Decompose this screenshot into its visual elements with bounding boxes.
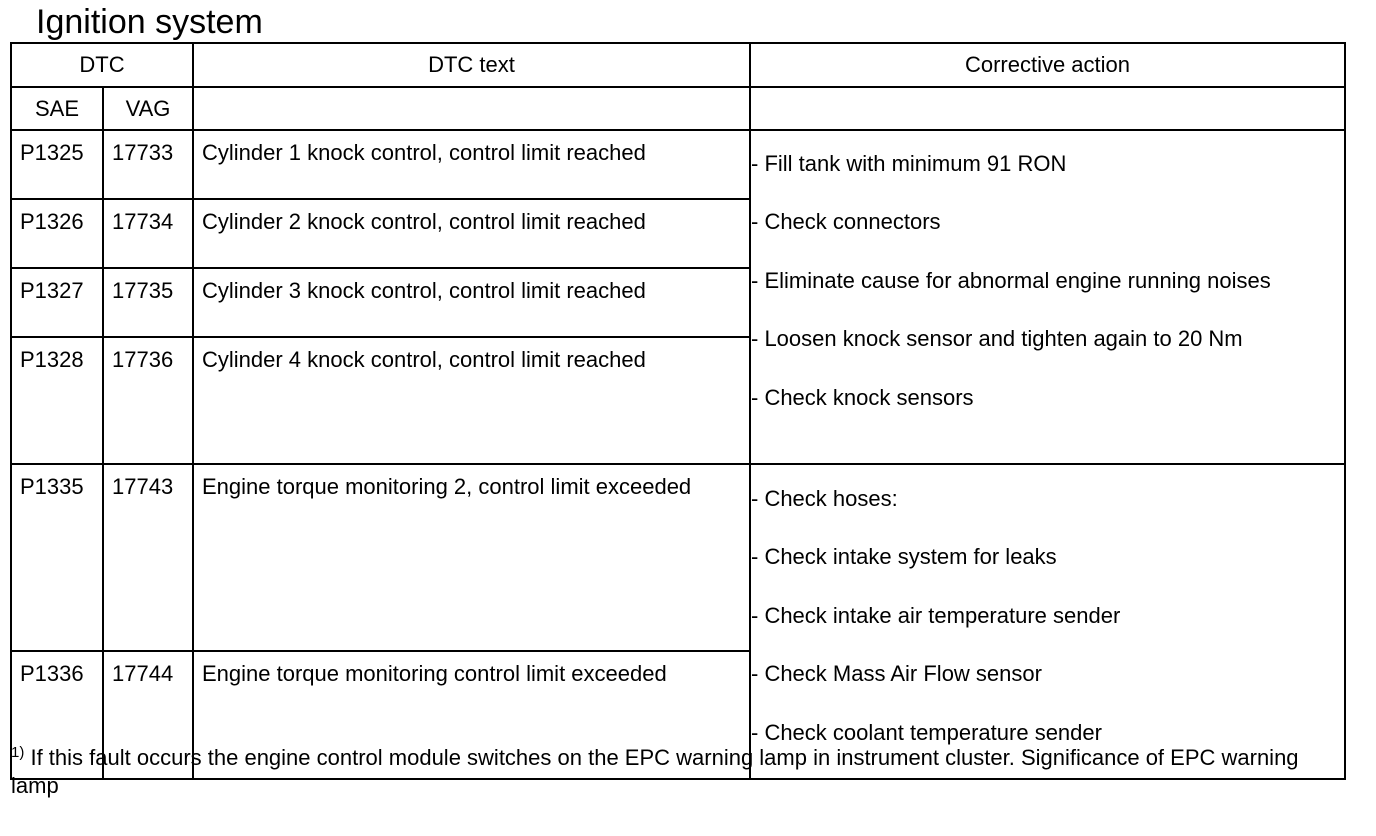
dtc-description: Cylinder 1 knock control, control limit reached [193, 130, 750, 199]
dtc-description: Cylinder 4 knock control, control limit reached [193, 337, 750, 464]
action-list [751, 131, 1344, 443]
subheader-empty-text [193, 87, 750, 130]
corrective-action-group-2 [750, 464, 1345, 779]
subheader-row [11, 87, 1345, 130]
sae-code: P1335 [11, 464, 103, 651]
footnote-marker: 1) [11, 744, 25, 761]
vag-code: 17733 [103, 130, 193, 199]
action-item: - Check coolant temperature sender [751, 719, 1102, 745]
action-item: - Fill tank with minimum 91 RON [751, 151, 1067, 176]
dtc-description: Cylinder 2 knock control, control limit reached [193, 199, 750, 268]
dtc-description: Engine torque monitoring 2, control limit exceeded [193, 464, 750, 651]
sae-code: P1327 [11, 268, 103, 337]
footnote [11, 744, 1351, 800]
header-dtc: DTC [11, 43, 193, 87]
action-item: - Eliminate cause for abnormal engine running noises [751, 267, 1271, 293]
action-list [751, 465, 1344, 778]
action-item: - Check hoses: [751, 486, 898, 511]
header-corrective-action: Corrective action [750, 43, 1345, 87]
table-row [11, 130, 1345, 199]
vag-code: 17736 [103, 337, 193, 464]
dtc-table [10, 42, 1346, 780]
action-item: - Check knock sensors [751, 384, 974, 410]
action-item: - Loosen knock sensor and tighten again to 20 Nm [751, 326, 1243, 352]
sae-code: P1325 [11, 130, 103, 199]
header-row [11, 43, 1345, 87]
dtc-description: Engine torque monitoring control limit exceeded [193, 651, 750, 779]
sae-code: P1336 [11, 651, 103, 779]
subheader-sae: SAE [11, 87, 103, 130]
sae-code: P1328 [11, 337, 103, 464]
sae-code: P1326 [11, 199, 103, 268]
vag-code: 17734 [103, 199, 193, 268]
page-title: Ignition system [36, 3, 263, 41]
vag-code: 17735 [103, 268, 193, 337]
subheader-vag: VAG [103, 87, 193, 130]
vag-code: 17743 [103, 464, 193, 651]
action-item: - Check connectors [751, 209, 941, 235]
dtc-description: Cylinder 3 knock control, control limit reached [193, 268, 750, 337]
action-item: - Check Mass Air Flow sensor [751, 661, 1042, 687]
vag-code: 17744 [103, 651, 193, 779]
footnote-text: If this fault occurs the engine control module switches on the EPC warning lamp in instrument cluster. Significance of EPC warning lamp [11, 745, 1299, 798]
action-item: - Check intake system for leaks [751, 544, 1057, 570]
corrective-action-group-1 [750, 130, 1345, 464]
table-row [11, 464, 1345, 651]
header-dtc-text: DTC text [193, 43, 750, 87]
subheader-empty-action [750, 87, 1345, 130]
action-item: - Check intake air temperature sender [751, 602, 1121, 628]
